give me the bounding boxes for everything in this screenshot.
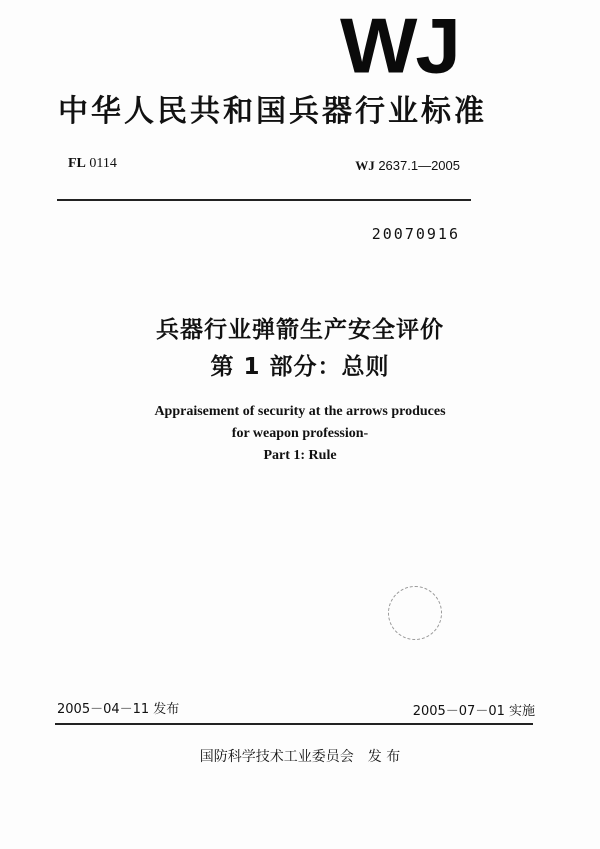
classification-number: 0114: [89, 156, 117, 171]
header-divider: [57, 199, 471, 201]
title-cn-line1: 兵器行业弹箭生产安全评价: [156, 317, 444, 343]
title-en-line1: Appraisement of security at the arrows produces: [154, 404, 446, 419]
issue-date: 2005－04－11 发布: [57, 702, 180, 717]
footer-divider: [55, 723, 533, 725]
wj-logo: WJ: [340, 3, 459, 90]
standard-category-title: 中华人民共和国兵器行业标准: [58, 94, 487, 129]
standard-number: [355, 158, 460, 174]
effective-date: 2005－07－01 实施: [412, 704, 535, 719]
publisher: 国防科学技术工业委员会 发 布: [199, 749, 401, 765]
faded-stamp: [388, 586, 442, 640]
title-en-line2: for weapon profession-: [231, 426, 369, 441]
standard-number-value: 2637.1—2005: [378, 158, 460, 173]
title-en-line3: Part 1: Rule: [263, 448, 337, 463]
serial-number: 20070916: [371, 225, 460, 243]
classification-code: [68, 156, 117, 172]
classification-prefix: FL: [68, 156, 86, 171]
title-cn-line2: 第 1 部分：总则: [210, 354, 390, 380]
standard-number-prefix: WJ: [355, 158, 375, 173]
